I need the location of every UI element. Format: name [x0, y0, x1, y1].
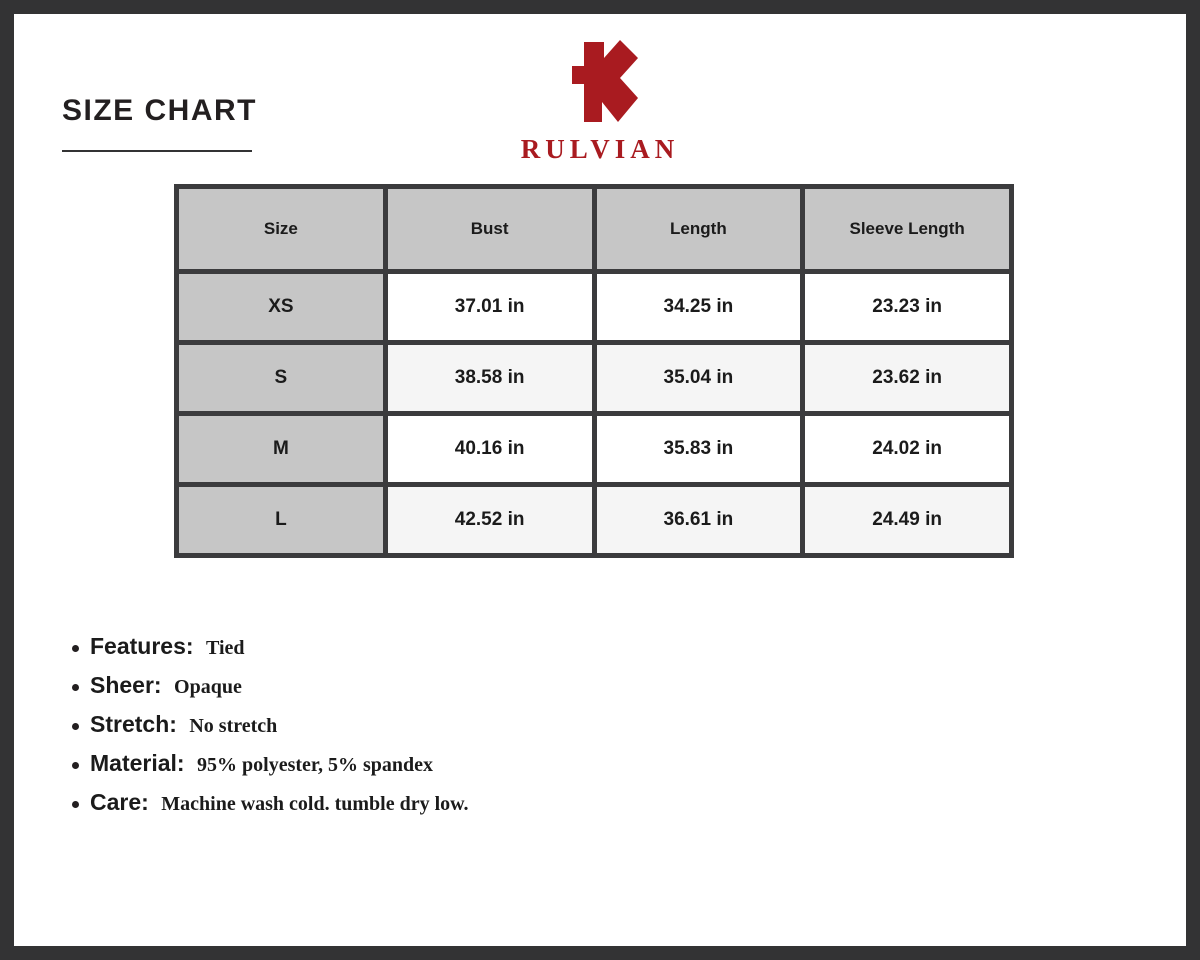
- cell-bust: 38.58 in: [388, 345, 592, 411]
- detail-label-sheer: Sheer:: [90, 672, 162, 698]
- table-row: [179, 416, 1009, 482]
- cell-length: 34.25 in: [597, 274, 801, 340]
- list-item: [64, 671, 1064, 700]
- column-header-length: Length: [597, 189, 801, 269]
- table-header-row: [179, 189, 1009, 269]
- rulvian-monogram-icon: [546, 36, 654, 128]
- document-inner: [14, 14, 1186, 946]
- row-header-size: XS: [179, 274, 383, 340]
- detail-label-features: Features:: [90, 633, 194, 659]
- cell-sleeve-length: 24.02 in: [805, 416, 1009, 482]
- cell-length: 35.04 in: [597, 345, 801, 411]
- row-header-size: M: [179, 416, 383, 482]
- cell-bust: 40.16 in: [388, 416, 592, 482]
- cell-length: 35.83 in: [597, 416, 801, 482]
- detail-label-care: Care:: [90, 789, 149, 815]
- column-header-sleeve-length: Sleeve Length: [805, 189, 1009, 269]
- column-header-size: Size: [179, 189, 383, 269]
- cell-bust: 42.52 in: [388, 487, 592, 553]
- page-title: SIZE CHART: [62, 94, 257, 127]
- table-row: [179, 345, 1009, 411]
- detail-value-care: Machine wash cold. tumble dry low.: [161, 793, 469, 815]
- table-row: [179, 274, 1009, 340]
- row-header-size: S: [179, 345, 383, 411]
- product-details-list: [64, 632, 1064, 827]
- list-item: [64, 710, 1064, 739]
- cell-bust: 37.01 in: [388, 274, 592, 340]
- cell-length: 36.61 in: [597, 487, 801, 553]
- size-chart-table-wrap: [174, 184, 1014, 558]
- detail-value-material: 95% polyester, 5% spandex: [197, 754, 433, 776]
- detail-label-material: Material:: [90, 750, 185, 776]
- list-item: [64, 788, 1064, 817]
- cell-sleeve-length: 24.49 in: [805, 487, 1009, 553]
- list-item: [64, 749, 1064, 778]
- cell-sleeve-length: 23.23 in: [805, 274, 1009, 340]
- list-item: [64, 632, 1064, 661]
- size-chart-table: [174, 184, 1014, 558]
- brand-name: RULVIAN: [520, 134, 680, 164]
- cell-sleeve-length: 23.62 in: [805, 345, 1009, 411]
- table-row: [179, 487, 1009, 553]
- detail-value-stretch: No stretch: [189, 715, 278, 737]
- brand-block: [14, 36, 1186, 165]
- row-header-size: L: [179, 487, 383, 553]
- detail-label-stretch: Stretch:: [90, 711, 177, 737]
- detail-value-features: Tied: [206, 637, 245, 659]
- table-body: [179, 274, 1009, 553]
- column-header-bust: Bust: [388, 189, 592, 269]
- table-head: [179, 189, 1009, 269]
- detail-value-sheer: Opaque: [174, 676, 242, 698]
